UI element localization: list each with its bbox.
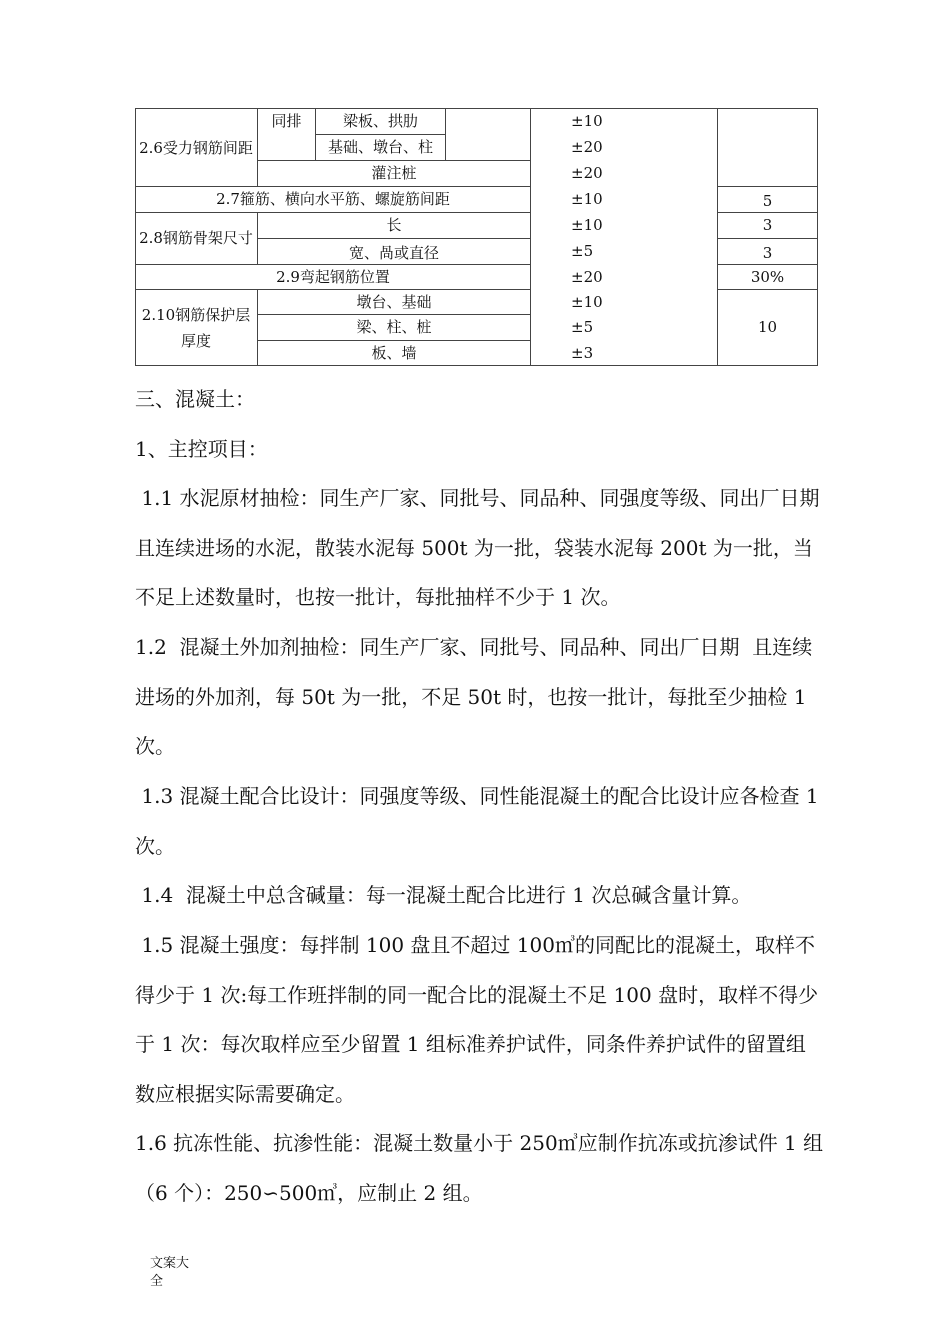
table-rule xyxy=(717,289,818,290)
row-label-2-7: 2.7箍筋、横向水平筋、螺旋筋间距 xyxy=(216,190,450,208)
check-count: 30% xyxy=(750,267,785,286)
tolerance-value: ±20 xyxy=(571,267,603,286)
tolerance-value: ±10 xyxy=(571,190,603,208)
item-name: 板、墙 xyxy=(371,343,417,362)
tolerance-value: ±5 xyxy=(571,318,594,336)
paragraph-1-6: 1.6 抗冻性能、抗渗性能：混凝土数量小于 250㎥应制作抗冻或抗渗试件 1 组（6 个）：250∽500㎥，应制止 2 组。 xyxy=(135,1131,824,1205)
tolerance-value: ±5 xyxy=(571,242,594,260)
row-label-2-10: 2.10钢筋保护层厚度 xyxy=(141,306,251,350)
item-name: 宽、咼或直径 xyxy=(348,244,439,262)
tolerance-value: ±10 xyxy=(571,112,603,130)
paragraph-1-4: 1.4 混凝土中总含碱量：每一混凝土配合比进行 1 次总碱含量计算。 xyxy=(135,883,752,907)
row-label-2-8: 2.8钢筋骨架尺寸 xyxy=(139,229,253,247)
tolerance-table xyxy=(135,108,818,366)
table-rule xyxy=(445,108,446,160)
footer-text: 文案大全 xyxy=(150,1256,190,1289)
table-border-right xyxy=(817,108,818,366)
item-name: 墩台、基础 xyxy=(356,292,432,311)
table-rule xyxy=(257,238,530,239)
row-sub-same-row: 同排 xyxy=(271,112,302,130)
table-border-left xyxy=(135,108,136,366)
section-heading: 三、混凝土： xyxy=(135,387,255,411)
row-label-2-6: 2.6受力钢筋间距 xyxy=(139,139,253,157)
paragraph-1-1: 1.1 水泥原材抽检：同生产厂家、同批号、同品种、同强度等级、同出厂日期且连续进场的水泥，散装水泥每 500t 为一批，袋装水泥每 200t 为一批，当不足上述数量时，也按一批计，每批抽样不少于 1 次。 xyxy=(135,486,820,610)
tolerance-value: ±10 xyxy=(571,216,603,234)
table-rule xyxy=(717,238,818,239)
check-count: 10 xyxy=(757,318,778,336)
item-name: 长 xyxy=(386,216,402,234)
subsection-heading: 1、主控项目： xyxy=(135,437,268,461)
paragraph-1-5: 1.5 混凝土强度：每拌制 100 盘且不超过 100㎥的同配比的混凝土，取样不得少于 1 次:每工作班拌制的同一配合比的混凝土不足 100 盘时，取样不得少于 1 次：每次取样应至少留置 1 组标准养护试件，同条件养护试件的留置组数应根据实际需要确定。 xyxy=(135,933,819,1107)
item-name: 梁、柱、桩 xyxy=(356,318,432,336)
paragraph-1-2: 1.2 混凝土外加剂抽检：同生产厂家、同批号、同品种、同出厂日期 且连续进场的外加剂，每 50t 为一批，不足 50t 时，也按一批计，每批至少抽检 1 次。 xyxy=(135,635,813,759)
tolerance-value: ±20 xyxy=(571,138,603,156)
check-count: 3 xyxy=(762,244,773,262)
item-name: 基础、墩台、柱 xyxy=(327,138,433,156)
row-label-2-9: 2.9弯起钢筋位置 xyxy=(276,267,390,286)
item-name: 梁板、拱肋 xyxy=(342,112,418,130)
check-count: 5 xyxy=(762,192,773,210)
item-name: 灌注桩 xyxy=(371,164,417,182)
paragraph-1-3: 1.3 混凝土配合比设计：同强度等级、同性能混凝土的配合比设计应各检查 1 次。 xyxy=(135,784,825,858)
check-count: 3 xyxy=(762,216,773,234)
tolerance-value: ±3 xyxy=(571,343,594,362)
tolerance-value: ±10 xyxy=(571,292,603,311)
table-rule xyxy=(717,186,818,187)
tolerance-value: ±20 xyxy=(571,164,603,182)
table-border-bottom xyxy=(135,365,818,366)
